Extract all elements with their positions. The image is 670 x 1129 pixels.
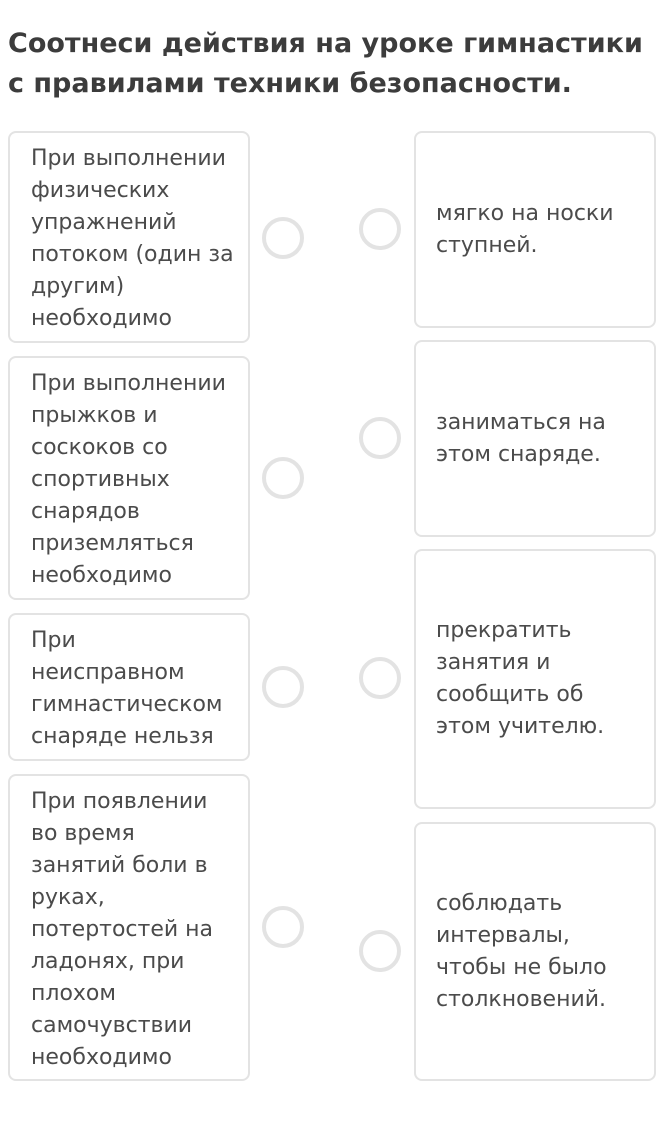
left-connector-dot[interactable] xyxy=(262,457,304,499)
question-title: Соотнеси действия на уроке гимнастики с правилами техники безопасности. xyxy=(8,28,643,99)
left-option-card[interactable] xyxy=(8,356,250,600)
left-connector-dot[interactable] xyxy=(262,906,304,948)
right-connector-dot[interactable] xyxy=(359,657,401,699)
left-option-text: При появлении во время занятий боли в руках, потертостей на ладонях, при плохом самочувствии необходимо xyxy=(31,789,214,1070)
right-option-text: заниматься на этом снаряде. xyxy=(436,409,606,467)
left-option-card[interactable] xyxy=(8,131,250,343)
left-option-text: При выполнении физических упражнений потоком (один за другим) необходимо xyxy=(31,146,234,331)
left-option-card[interactable] xyxy=(8,774,250,1081)
left-option-text: При выполнении прыжков и соскоков со спортивных снарядов приземляться необходимо xyxy=(31,371,226,588)
left-connector-dot[interactable] xyxy=(262,666,304,708)
right-option-card[interactable] xyxy=(414,131,656,328)
left-option-text: При неисправном гимнастическом снаряде нельзя xyxy=(31,628,223,749)
right-option-card[interactable] xyxy=(414,340,656,537)
right-option-text: соблюдать интервалы, чтобы не было столкновений. xyxy=(436,890,607,1012)
right-option-card[interactable] xyxy=(414,822,656,1081)
right-option-card[interactable] xyxy=(414,549,656,809)
right-connector-dot[interactable] xyxy=(359,208,401,250)
left-connector-dot[interactable] xyxy=(262,217,304,259)
right-option-text: мягко на носки ступней. xyxy=(436,200,614,258)
right-connector-dot[interactable] xyxy=(359,417,401,459)
right-option-text: прекратить занятия и сообщить об этом учителю. xyxy=(436,618,605,739)
left-option-card[interactable] xyxy=(8,613,250,761)
right-connector-dot[interactable] xyxy=(359,930,401,972)
